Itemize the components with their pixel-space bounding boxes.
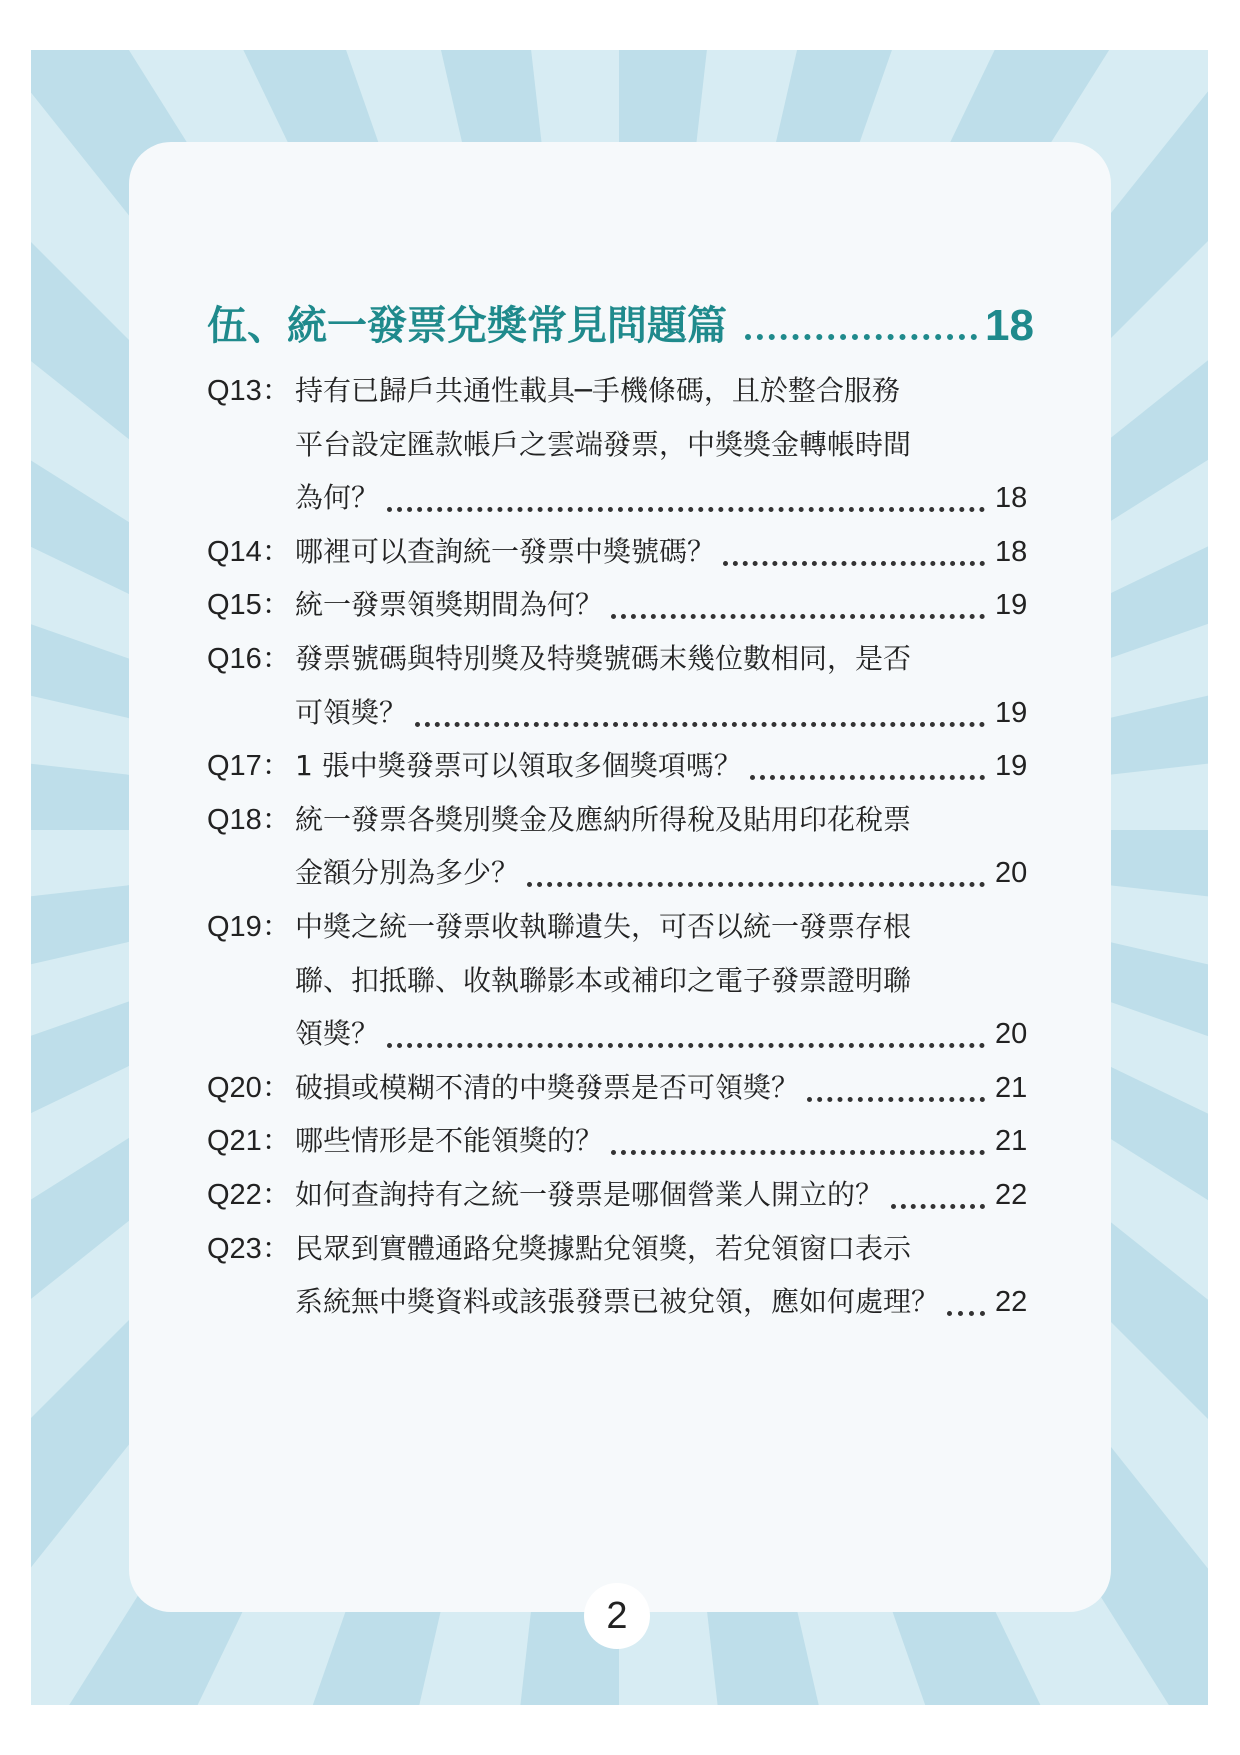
question-page-number[interactable]: 22 [995,1286,1028,1319]
section-title[interactable]: 伍、統一發票兌獎常見問題篇 [207,303,727,349]
question-label: Q20： [207,1071,291,1104]
question-label: Q17： [207,750,291,783]
question-label: Q19： [207,911,291,943]
leader-dots [891,1186,985,1209]
leader-dots [750,757,985,780]
leader-dots [611,596,985,619]
question-text-line[interactable]: 統一發票各獎別獎金及應納所得稅及貼用印花稅票 [295,802,912,836]
question-page-number[interactable]: 19 [995,750,1028,783]
question-text-line[interactable]: 哪些情形是不能領獎的？ [295,1124,604,1158]
question-label: Q23： [207,1232,291,1265]
question-text-line[interactable]: 領獎？ [295,1017,380,1051]
leader-dots [611,1132,985,1155]
question-text-line[interactable]: 如何查詢持有之統一發票是哪個營業人開立的？ [295,1178,884,1211]
question-text-line[interactable]: 平台設定匯款帳戶之雲端發票，中獎獎金轉帳時間 [295,427,912,461]
leader-dots [387,489,985,512]
leader-dots [723,543,985,566]
question-label: Q18： [207,803,291,836]
question-text-line[interactable]: 破損或模糊不清的中獎發票是否可領獎？ [295,1070,800,1104]
question-page-number[interactable]: 19 [995,696,1028,729]
question-page-number[interactable]: 20 [995,857,1028,890]
question-page-number[interactable]: 21 [995,1071,1028,1104]
question-page-number[interactable]: 18 [995,482,1028,515]
leader-dots [415,704,985,727]
question-text-line[interactable]: 發票號碼與特別獎及特獎號碼末幾位數相同，是否 [295,642,912,675]
question-label: Q15： [207,589,291,622]
question-text-line[interactable]: 中獎之統一發票收執聯遺失，可否以統一發票存根 [295,910,912,943]
question-text-line[interactable]: 聯、扣抵聯、收執聯影本或補印之電子發票證明聯 [295,963,912,997]
question-text-line[interactable]: 哪裡可以查詢統一發票中獎號碼？ [295,534,716,568]
question-page-number[interactable]: 22 [995,1179,1028,1211]
question-text-line[interactable]: 可領獎？ [295,695,408,729]
section-page-number[interactable]: 18 [985,301,1034,350]
question-label: Q16： [207,643,291,675]
question-page-number[interactable]: 18 [995,535,1028,568]
question-text-line[interactable]: 持有已歸戶共通性載具─手機條碼，且於整合服務 [295,374,900,407]
question-label: Q13： [207,375,291,407]
question-label: Q14： [207,535,291,568]
question-text-line[interactable]: 民眾到實體通路兌獎據點兌領獎，若兌領窗口表示 [295,1231,912,1265]
leader-dots [947,1293,985,1316]
leader-dots [807,1079,985,1102]
question-page-number[interactable]: 20 [995,1018,1028,1051]
question-page-number[interactable]: 21 [995,1125,1028,1158]
question-label: Q21： [207,1125,291,1158]
question-text-line[interactable]: 金額分別為多少？ [295,856,520,890]
question-text-line[interactable]: 為何？ [295,481,380,515]
question-text-line[interactable]: 系統無中獎資料或該張發票已被兌領，應如何處理？ [295,1285,940,1319]
leader-dots [527,864,985,887]
page-number: 2 [584,1583,650,1649]
question-page-number[interactable]: 19 [995,589,1028,622]
leader-dots [387,1025,985,1048]
question-text-line[interactable]: 統一發票領獎期間為何？ [295,588,604,622]
question-label: Q22： [207,1179,291,1211]
section-leader-dots [745,314,977,340]
question-text-line[interactable]: 1 張中獎發票可以領取多個獎項嗎？ [295,749,742,783]
